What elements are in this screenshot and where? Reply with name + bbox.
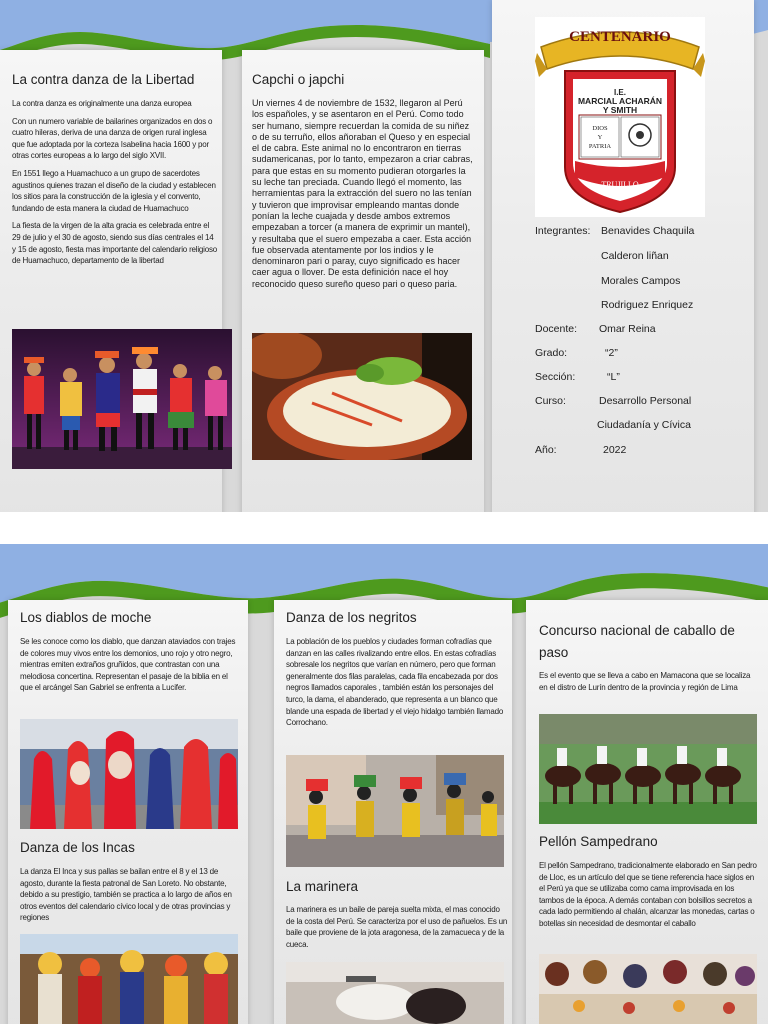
- paragraph: La contra danza es originalmente una danza europea: [12, 99, 192, 108]
- paragraph: La fiesta de la virgen de la alta gracia es celebrada entre el 29 de julio y el 30 de agosto, siendo sus días centrales el 14 y 15 de agosto, fiesta mas importante del calendario religioso de Huamachuco, departamento de la libertad: [12, 221, 218, 266]
- logo-motto-3: PATRIA: [588, 143, 612, 150]
- paragraph: Con un numero variable de bailarines organizados en dos o cuatro hileras, deriva de una danza de origen rural inglesa que fue adoptada por la corteza Isabelina hacia 1600 y por otras cortes europeas a lo largo del siglo XVII.: [12, 116, 213, 161]
- seccion-value: “L”: [607, 371, 620, 383]
- panel-title: La marinera: [286, 879, 359, 894]
- panel-text: La población de los pueblos y ciudades forman cofradías que danzan en las calles rivalizando entre ellos. En estas cofradías sobresale los negritos que varían en número, pero que forman generalmente dos filas paralelas, cada fila encabezada por dos negros llamados caporales , también están los personajes del turco, la dama, el abanderado, que representa a un blanco que blande una espada de libertad y el viejo hidalgo también llamado Corrochano.: [286, 637, 504, 728]
- panel-title: Danza de los negritos: [286, 610, 417, 625]
- contra-danza-photo: [12, 329, 232, 469]
- curso-label: Curso:: [535, 395, 566, 407]
- panel-title: Pellón Sampedrano: [539, 834, 658, 849]
- diablos-photo: [20, 719, 238, 829]
- logo-motto-2: Y: [597, 134, 603, 141]
- curso-value: Ciudadanía y Cívica: [597, 419, 691, 431]
- incas-photo: [20, 934, 238, 1024]
- seccion-label: Sección:: [535, 371, 576, 383]
- page-gap: [0, 512, 768, 544]
- logo-banner-text: CENTENARIO: [569, 29, 671, 45]
- curso-value: Desarrollo Personal: [599, 395, 692, 407]
- logo-school-line1: I.E.: [613, 88, 627, 97]
- panel-text: La marinera es un baile de pareja suelta mixta, el mas conocido de la costa del Perú. Se caracteriza por el uso de pañuelos. Es un baile que proviene de la jota aragonesa, de la zamacueca y de la cueca.: [286, 905, 508, 949]
- paragraph: Un viernes 4 de noviembre de 1532, llegaron al Perú los españoles, y se asentaron en el Perú. Como todo ser humano, siempre recuerdan la comida de su niñez o de su terruño, ellos añoraban el Queso y en especial el de cabra. Este animal no lo encontraron en tierras sudamericanas, por lo tanto, empezaron a criar cabras, para que estas en su momento pudieran otorgarles la su leche tan preciada. Cuando llegó el momento, las herramientas para la extracción del suero no las tenían y tuvieron que improvisar empleando mantas donde ponían la leche cuajada y desde ambos extremos empezaban a torcer (a manera de exprimir un mantel), y resultaba que el suero empezaba a caer. Esta acción fue observada atentamente por los indios y le denominaron pari o paray, cuyo significado es hacer caer agua o llover. De esta definición nace el hoy reconocido queso sureño queso pari o queso paria.: [252, 98, 473, 289]
- panel-title: Capchi o japchi: [252, 72, 345, 87]
- panel-text: Es el evento que se lleva a cabo en Mamacona que se localiza en el distro de Lurín dentro de la provincia y región de Lima: [539, 671, 751, 692]
- integrante-name: Rodriguez Enriquez: [601, 299, 694, 311]
- integrante-name: Morales Campos: [601, 275, 681, 287]
- panel-title: Danza de los Incas: [20, 840, 135, 855]
- panel-title: Concurso nacional de caballo de paso: [539, 623, 735, 660]
- grado-label: Grado:: [535, 347, 568, 359]
- school-crest-logo: [535, 17, 705, 217]
- logo-motto-1: DIOS: [592, 125, 608, 132]
- paragraph: En 1551 llego a Huamachuco a un grupo de sacerdotes agustinos quienes trazan el diseño de la ciudad y establecen los sitios para la construcción de la iglesia y el convento, fundando de esta manera la ciudad de Huamachuco: [12, 168, 216, 213]
- grado-value: “2”: [605, 347, 618, 359]
- panel-text: La danza El Inca y sus pallas se bailan entre el 8 y el 13 de agosto, durante la fiesta patronal de San Loreto. No obstante, debido a su prestigio, también se practica a lo largo de años en otros eventos del calendario cívico local y de otras provincias y regiones: [20, 867, 232, 923]
- docente-value: Omar Reina: [599, 323, 656, 335]
- pellon-photo: [539, 954, 757, 1024]
- logo-city: TRUJILLO: [601, 180, 639, 189]
- anio-value: 2022: [603, 444, 627, 456]
- panel-text: El pellón Sampedrano, tradicionalmente elaborado en San pedro de Lloc, es un artículo del que se tiene referencia hace siglos en el Perú ya que se utilizaba como cama improvisada en los tambos de la época. A demás contaban con bolsillos secretos a cada lado permitiendo al chalán, alcanzar las monedas, cartas o botellas sin necesidad de desmontar el caballo: [539, 861, 757, 928]
- negritos-photo: [286, 755, 504, 867]
- cover-info: [535, 225, 750, 465]
- integrante-name: Calderon liñan: [601, 250, 669, 262]
- panel-text: [252, 98, 474, 296]
- panel-title: La contra danza de la Libertad: [12, 72, 195, 87]
- panel-text: Se les conoce como los diablo, que danzan ataviados con trajes de colores muy vivos entre los demonios, uno rojo y otro negro, mientras emiten extraños gruñidos, que contrastan con una melodiosa concertina. Representan el pasaje de la biblia en el que el arcángel San Gabriel se enfrenta a Lucifer.: [20, 637, 236, 693]
- capchi-photo: [252, 333, 472, 460]
- logo-school-line2: MARCIAL ACHARÁN: [577, 96, 663, 106]
- integrantes-label: Integrantes:: [535, 225, 591, 237]
- anio-label: Año:: [535, 444, 557, 456]
- caballo-photo: [539, 714, 757, 824]
- brochure-page-inside: [0, 544, 768, 1024]
- docente-label: Docente:: [535, 323, 578, 335]
- logo-school-line3: Y SMITH: [602, 105, 638, 115]
- panel-text: [12, 98, 218, 273]
- panel-title: Los diablos de moche: [20, 610, 152, 625]
- marinera-photo: [286, 962, 504, 1024]
- integrante-name: Benavides Chaquila: [601, 225, 695, 237]
